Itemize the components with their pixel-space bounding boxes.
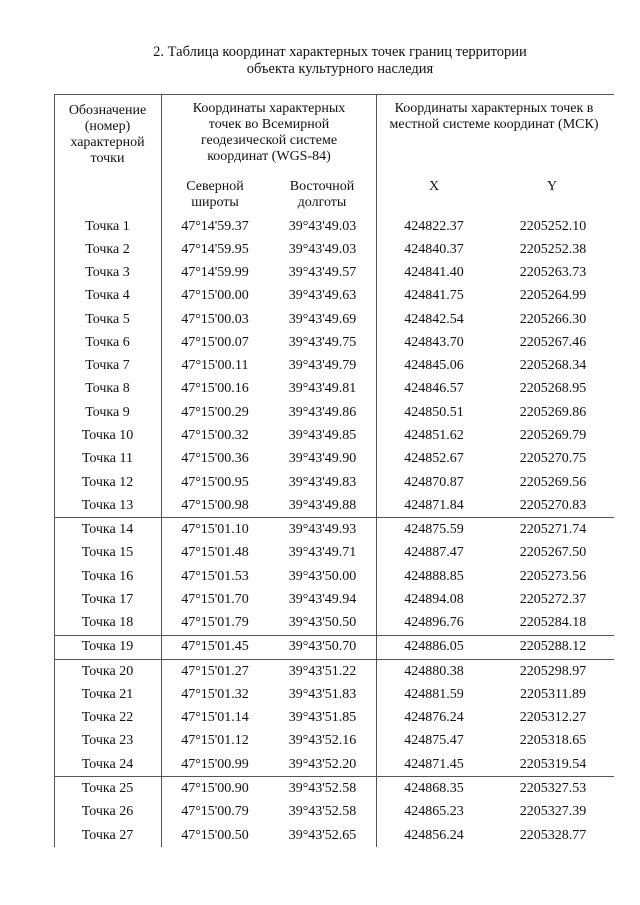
table-row [54, 494, 614, 518]
cell-y-coordinate: 2205271.74 [492, 518, 614, 542]
cell-y-coordinate: 2205273.56 [519, 568, 587, 584]
cell-y-coordinate: 2205252.10 [519, 218, 587, 234]
header-wgs84: Координаты характерных точек во Всемирной геодезической системе координат (WGS-84) [192, 101, 346, 164]
cell-point-name: Точка 27 [81, 827, 134, 843]
cell-point-name: Точка 22 [81, 710, 134, 726]
table-row [54, 285, 614, 308]
table-row [54, 542, 614, 565]
cell-latitude: 47°15'01.53 [181, 568, 249, 584]
table-row [54, 753, 614, 777]
cell-x-coordinate: 424841.40 [404, 265, 464, 281]
table-row [54, 424, 614, 447]
cell-longitude: 39°43'49.81 [288, 381, 357, 397]
cell-latitude: 47°14'59.99 [181, 265, 249, 281]
cell-y-coordinate: 2205270.83 [519, 497, 587, 513]
cell-longitude: 39°43'49.03 [288, 241, 357, 257]
cell-x-coordinate: 424888.85 [404, 568, 464, 584]
cell-latitude: 47°15'00.79 [181, 804, 249, 820]
cell-longitude: 39°43'51.85 [288, 710, 357, 726]
cell-point-name: Точка 16 [81, 568, 134, 584]
cell-longitude: 39°43'52.16 [288, 733, 357, 749]
cell-longitude: 39°43'49.86 [288, 404, 357, 420]
cell-point-name: Точка 7 [85, 358, 130, 374]
cell-y-coordinate: 2205328.77 [519, 827, 587, 843]
header-y: Y [546, 179, 558, 194]
cell-longitude: 39°43'49.57 [288, 265, 357, 281]
header-east-longitude: Восточной долготы [289, 179, 355, 210]
cell-latitude: 47°15'00.98 [181, 497, 249, 513]
cell-y-coordinate: 2205263.73 [519, 265, 587, 281]
cell-latitude: 47°15'01.32 [181, 686, 249, 702]
header-north-latitude: Северной широты [186, 179, 244, 210]
cell-longitude: 39°43'52.58 [288, 804, 357, 820]
table-title-line-1: 2. Таблица координат характерных точек границ территории [153, 44, 527, 60]
table-row [54, 238, 614, 261]
cell-point-name: Точка 26 [81, 804, 134, 820]
cell-latitude: 47°15'00.36 [181, 451, 249, 467]
cell-point-name: Точка 3 [85, 265, 130, 281]
cell-y-coordinate: 2205318.65 [519, 733, 587, 749]
cell-longitude: 39°43'51.83 [288, 686, 357, 702]
cell-x-coordinate: 424851.62 [404, 428, 464, 444]
table-row [54, 801, 614, 824]
cell-point-name: Точка 23 [81, 733, 134, 749]
cell-latitude: 47°15'00.03 [181, 311, 249, 327]
cell-longitude: 39°43'49.83 [288, 474, 357, 490]
cell-latitude: 47°14'59.95 [181, 241, 249, 257]
cell-longitude: 39°43'49.88 [288, 497, 357, 513]
cell-longitude: 39°43'49.85 [288, 428, 357, 444]
cell-y-coordinate: 2205327.39 [519, 804, 587, 820]
header-x: X [428, 179, 440, 194]
cell-point-name: Точка 15 [81, 545, 134, 561]
cell-y-coordinate: 2205270.75 [519, 451, 587, 467]
cell-latitude: 47°15'01.27 [161, 660, 269, 684]
cell-x-coordinate: 424822.37 [404, 218, 464, 234]
table-row [54, 262, 614, 285]
cell-longitude: 39°43'52.65 [288, 827, 357, 843]
cell-latitude: 47°15'00.95 [181, 474, 249, 490]
cell-longitude: 39°43'49.79 [288, 358, 357, 374]
table-row [54, 588, 614, 611]
cell-latitude: 47°15'01.45 [161, 635, 269, 659]
cell-y-coordinate: 2205266.30 [519, 311, 587, 327]
cell-latitude: 47°15'00.99 [181, 756, 249, 772]
cell-y-coordinate: 2205298.97 [492, 660, 614, 684]
cell-latitude: 47°15'00.29 [181, 404, 249, 420]
table-title [0, 44, 640, 78]
cell-x-coordinate: 424875.47 [404, 733, 464, 749]
table-row [54, 378, 614, 401]
table-row [54, 215, 614, 238]
table-row [54, 355, 614, 378]
cell-x-coordinate: 424886.05 [376, 635, 492, 659]
cell-y-coordinate: 2205267.46 [519, 334, 587, 350]
cell-point-name: Точка 6 [85, 334, 130, 350]
cell-point-name: Точка 17 [81, 591, 134, 607]
cell-longitude: 39°43'50.70 [269, 635, 376, 659]
cell-point-name: Точка 18 [81, 615, 134, 631]
cell-x-coordinate: 424894.08 [404, 591, 464, 607]
table-row [54, 660, 614, 684]
table-row [54, 635, 614, 659]
cell-longitude: 39°43'49.90 [288, 451, 357, 467]
header-msk: Координаты характерных точек в местной системе координат (МСК) [389, 101, 599, 132]
cell-point-name: Точка 5 [85, 311, 130, 327]
cell-x-coordinate: 424871.84 [404, 497, 464, 513]
cell-x-coordinate: 424887.47 [404, 545, 464, 561]
cell-y-coordinate: 2205267.50 [519, 545, 587, 561]
cell-point-name: Точка 20 [54, 660, 161, 684]
cell-x-coordinate: 424881.59 [404, 686, 464, 702]
cell-longitude: 39°43'49.71 [288, 545, 357, 561]
table-row [54, 401, 614, 424]
cell-point-name: Точка 10 [81, 428, 134, 444]
table-row [54, 683, 614, 706]
cell-y-coordinate: 2205269.56 [519, 474, 587, 490]
cell-y-coordinate: 2205272.37 [519, 591, 587, 607]
cell-latitude: 47°15'01.79 [181, 615, 249, 631]
cell-latitude: 47°15'00.50 [181, 827, 249, 843]
cell-point-name: Точка 2 [85, 241, 130, 257]
table-title-line-2: объекта культурного наследия [246, 61, 434, 77]
cell-longitude: 39°43'49.94 [288, 591, 357, 607]
cell-latitude: 47°15'01.48 [181, 545, 249, 561]
cell-x-coordinate: 424870.87 [404, 474, 464, 490]
cell-x-coordinate: 424850.51 [404, 404, 464, 420]
cell-point-name: Точка 12 [81, 474, 134, 490]
cell-y-coordinate: 2205312.27 [519, 710, 587, 726]
cell-x-coordinate: 424846.57 [404, 381, 464, 397]
table-row [54, 707, 614, 730]
cell-x-coordinate: 424896.76 [404, 615, 464, 631]
cell-y-coordinate: 2205288.12 [492, 635, 614, 659]
cell-y-coordinate: 2205268.34 [519, 358, 587, 374]
cell-latitude: 47°15'01.70 [181, 591, 249, 607]
cell-point-name: Точка 8 [85, 381, 130, 397]
cell-x-coordinate: 424845.06 [404, 358, 464, 374]
coordinates-rows [54, 215, 614, 847]
cell-longitude: 39°43'49.03 [288, 218, 357, 234]
table-row [54, 471, 614, 494]
cell-x-coordinate: 424852.67 [404, 451, 464, 467]
coordinates-table [54, 94, 614, 847]
cell-y-coordinate: 2205319.54 [519, 756, 587, 772]
cell-latitude: 47°15'01.14 [181, 710, 249, 726]
table-row [54, 730, 614, 753]
cell-x-coordinate: 424843.70 [404, 334, 464, 350]
cell-y-coordinate: 2205327.53 [492, 777, 614, 801]
cell-longitude: 39°43'49.69 [288, 311, 357, 327]
table-row [54, 518, 614, 542]
cell-point-name: Точка 21 [81, 686, 134, 702]
table-row [54, 448, 614, 471]
cell-x-coordinate: 424875.59 [376, 518, 492, 542]
table-row [54, 331, 614, 354]
cell-y-coordinate: 2205268.95 [519, 381, 587, 397]
cell-x-coordinate: 424842.54 [404, 311, 464, 327]
cell-latitude: 47°15'00.16 [181, 381, 249, 397]
cell-latitude: 47°15'00.11 [181, 358, 249, 374]
cell-longitude: 39°43'50.00 [288, 568, 357, 584]
cell-longitude: 39°43'49.63 [288, 288, 357, 304]
table-row [54, 777, 614, 801]
cell-point-name: Точка 13 [81, 497, 134, 513]
cell-longitude: 39°43'50.50 [288, 615, 357, 631]
cell-y-coordinate: 2205284.18 [519, 615, 587, 631]
cell-latitude: 47°14'59.37 [181, 218, 249, 234]
cell-point-name: Точка 11 [82, 451, 133, 467]
cell-x-coordinate: 424868.35 [376, 777, 492, 801]
cell-point-name: Точка 1 [85, 218, 130, 234]
cell-x-coordinate: 424840.37 [404, 241, 464, 257]
cell-x-coordinate: 424841.75 [404, 288, 464, 304]
table-row [54, 565, 614, 588]
cell-point-name: Точка 14 [54, 518, 161, 542]
cell-latitude: 47°15'00.32 [181, 428, 249, 444]
cell-latitude: 47°15'00.07 [181, 334, 249, 350]
cell-point-name: Точка 24 [81, 756, 134, 772]
cell-point-name: Точка 25 [54, 777, 161, 801]
cell-x-coordinate: 424856.24 [404, 827, 464, 843]
cell-y-coordinate: 2205311.89 [520, 686, 586, 702]
cell-x-coordinate: 424871.45 [404, 756, 464, 772]
cell-latitude: 47°15'01.12 [181, 733, 249, 749]
cell-point-name: Точка 4 [85, 288, 130, 304]
cell-latitude: 47°15'00.00 [181, 288, 249, 304]
table-row [54, 612, 614, 636]
cell-y-coordinate: 2205269.86 [519, 404, 587, 420]
header-point-designation: Обозначение (номер) характерной точки [68, 103, 147, 166]
cell-point-name: Точка 19 [54, 635, 161, 659]
cell-latitude: 47°15'01.10 [161, 518, 269, 542]
table-row [54, 824, 614, 847]
cell-x-coordinate: 424880.38 [376, 660, 492, 684]
cell-point-name: Точка 9 [85, 404, 130, 420]
cell-y-coordinate: 2205269.79 [519, 428, 587, 444]
cell-x-coordinate: 424865.23 [404, 804, 464, 820]
table-row [54, 308, 614, 331]
cell-longitude: 39°43'52.58 [269, 777, 376, 801]
cell-longitude: 39°43'51.22 [269, 660, 376, 684]
cell-latitude: 47°15'00.90 [161, 777, 269, 801]
cell-y-coordinate: 2205252.38 [519, 241, 587, 257]
cell-longitude: 39°43'52.20 [288, 756, 357, 772]
cell-x-coordinate: 424876.24 [404, 710, 464, 726]
cell-longitude: 39°43'49.93 [269, 518, 376, 542]
cell-y-coordinate: 2205264.99 [519, 288, 587, 304]
cell-longitude: 39°43'49.75 [288, 334, 357, 350]
